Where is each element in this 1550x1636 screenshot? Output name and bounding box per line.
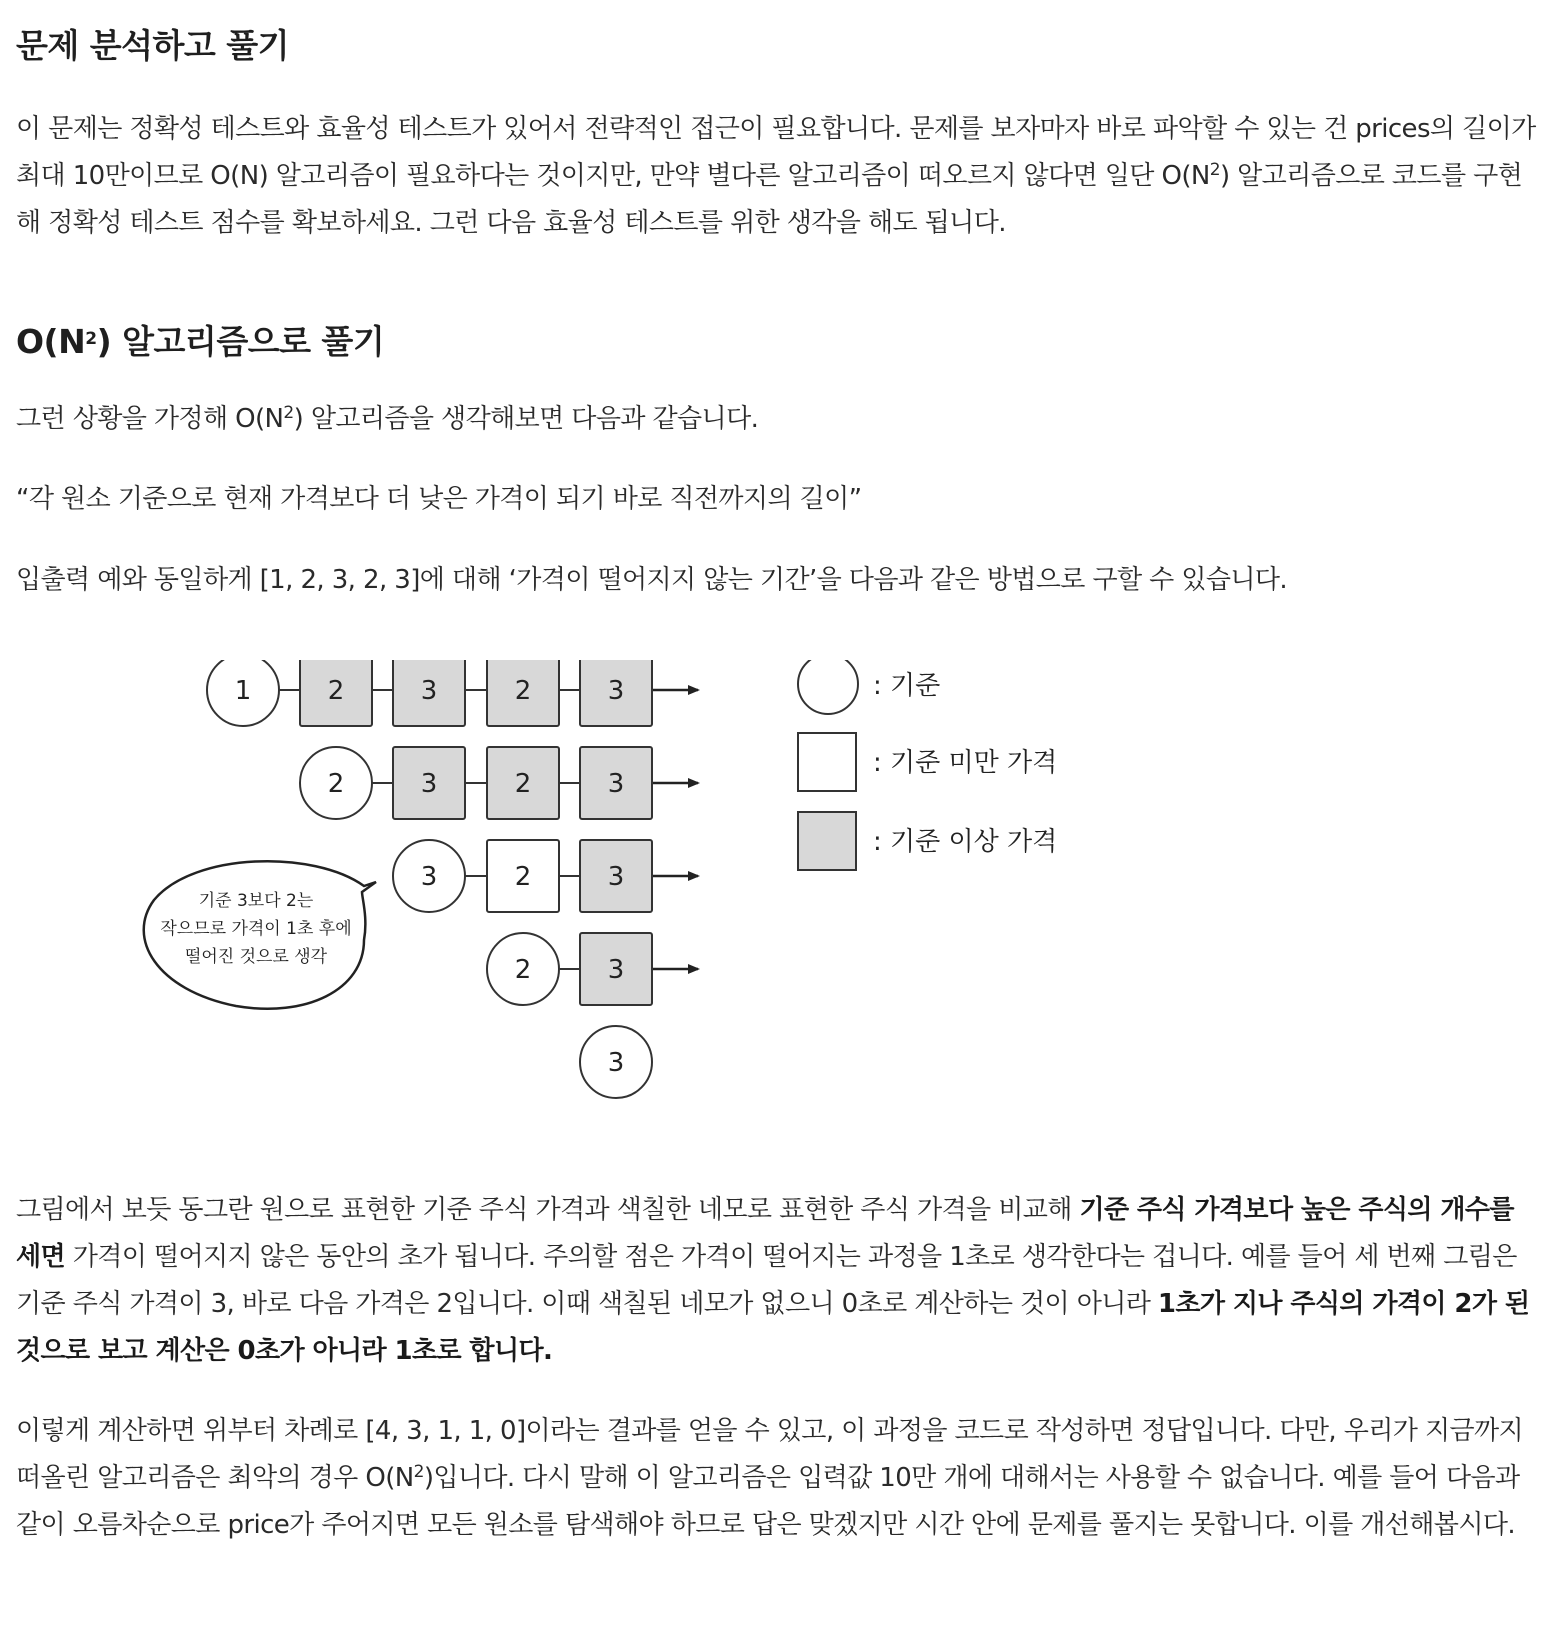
diagram-row xyxy=(487,933,698,1005)
intro-paragraph xyxy=(16,106,1536,247)
intro-superscript: 2 xyxy=(1209,160,1220,180)
stock-price-diagram xyxy=(136,660,1116,1140)
price-value: 3 xyxy=(607,676,625,706)
price-value: 2 xyxy=(514,769,532,799)
price-value: 2 xyxy=(514,676,532,706)
example-paragraph: 입출력 예와 동일하게 [1, 2, 3, 2, 3]에 대해 ‘가격이 떨어지지 않는 기간’을 다음과 같은 방법으로 구할 수 있습니다. xyxy=(16,565,1288,595)
section-title-n-squared: $O(N^2)$ 알고리즘으로 풀기 xyxy=(16,322,385,361)
intro-text-b: ) 알고리즘으로 코드를 구현해 정확성 테스트 점수를 확보하세요. 그런 다음 효율성 테스트를 위한 생각을 해도 됩니다. xyxy=(16,161,1523,238)
legend-higher-square xyxy=(798,812,856,870)
intro-text-a: 이 문제는 정확성 테스트와 효율성 테스트가 있어서 전략적인 접근이 필요합니다. 문제를 보자마자 바로 파악할 수 있는 건 prices의 길이가 최대 10만이므로 O(N) 알고리즘이 필요하다는 것이지만, 만약 별다른 알고리즘이 떠오르지 않다면 일단 O(N xyxy=(16,114,1536,191)
pivot-value: 2 xyxy=(327,769,345,799)
price-value: 3 xyxy=(420,676,438,706)
legend-pivot-label: : 기준 xyxy=(873,671,941,701)
pivot-value: 2 xyxy=(514,955,532,985)
pivot-value: 3 xyxy=(607,1048,625,1078)
diagram-row xyxy=(300,747,698,819)
legend-pivot-circle xyxy=(798,660,858,714)
diagram-row xyxy=(207,660,698,726)
title-superscript: 2 xyxy=(85,329,97,349)
bubble-line-1: 기준 3보다 2는 xyxy=(198,891,314,911)
price-value: 3 xyxy=(607,769,625,799)
pivot-value: 3 xyxy=(420,862,438,892)
price-value: 3 xyxy=(420,769,438,799)
definition-quote: “각 원소 기준으로 현재 가격보다 더 낮은 가격이 되기 바로 직전까지의 길이” xyxy=(16,484,862,514)
speech-bubble xyxy=(144,861,376,1009)
bubble-line-2: 작으므로 가격이 1초 후에 xyxy=(160,919,352,939)
assumption-superscript: 2 xyxy=(283,403,294,423)
pivot-value: 1 xyxy=(234,676,252,706)
explanation-paragraph: 그림에서 보듯 동그란 원으로 표현한 기준 주식 가격과 색칠한 네모로 표현한 주식 가격을 비교해 기준 주식 가격보다 높은 주식의 개수를 세면 가격이 떨어지지 않은 동안의 초가 됩니다. 주의할 점은 가격이 떨어지는 과정을 1초로 생각한다는 겁니다. 예를 들어 세 번째 그림은 기준 주식 가격이 3, 바로 다음 가격은 2입니다. 이때 색칠된 네모가 없으니 0초로 계산하는 것이 아니라 1초가 지나 주식의 가격이 2가 된 것으로 보고 계산은 0초가 아니라 1초로 합니다. xyxy=(16,1195,1530,1366)
legend-lower-square xyxy=(798,733,856,791)
conclusion-superscript: 2 xyxy=(413,1462,424,1482)
price-value: 2 xyxy=(327,676,345,706)
legend-lower-label: : 기준 미만 가격 xyxy=(873,748,1058,778)
bubble-line-3: 떨어진 것으로 생각 xyxy=(184,947,328,967)
price-value: 2 xyxy=(514,862,532,892)
conclusion-paragraph: 이렇게 계산하면 위부터 차례로 [4, 3, 1, 1, 0]이라는 결과를 얻을 수 있고, 이 과정을 코드로 작성하면 정답입니다. 다만, 우리가 지금까지 떠올린 알고리즘은 최악의 경우 $O(N^2)$입니다. 다시 말해 이 알고리즘은 입력값 10만 개에 대해서는 사용할 수 없습니다. 예를 들어 다음과 같이 오름차순으로 price가 주어지면 모든 원소를 탐색해야 하므로 답은 맞겠지만 시간 안에 문제를 풀지는 못합니다. 이를 개선해봅시다. xyxy=(16,1416,1524,1540)
price-value: 3 xyxy=(607,862,625,892)
legend-higher-label: : 기준 이상 가격 xyxy=(873,827,1058,857)
section-title-analysis: 문제 분석하고 풀기 xyxy=(16,26,290,65)
diagram-row xyxy=(393,840,698,912)
price-value: 3 xyxy=(607,955,625,985)
emphasis-one-second: 1초가 지나 주식의 가격이 2가 된 것으로 보고 계산은 0초가 아니라 1초로 합니다. xyxy=(16,1289,1530,1366)
diagram-row xyxy=(580,1026,652,1098)
assumption-paragraph: 그런 상황을 가정해 $O(N^2)$ 알고리즘을 생각해보면 다음과 같습니다. xyxy=(16,403,759,434)
emphasis-count: 기준 주식 가격보다 높은 주식의 개수를 세면 xyxy=(16,1195,1514,1272)
legend xyxy=(798,660,1057,870)
